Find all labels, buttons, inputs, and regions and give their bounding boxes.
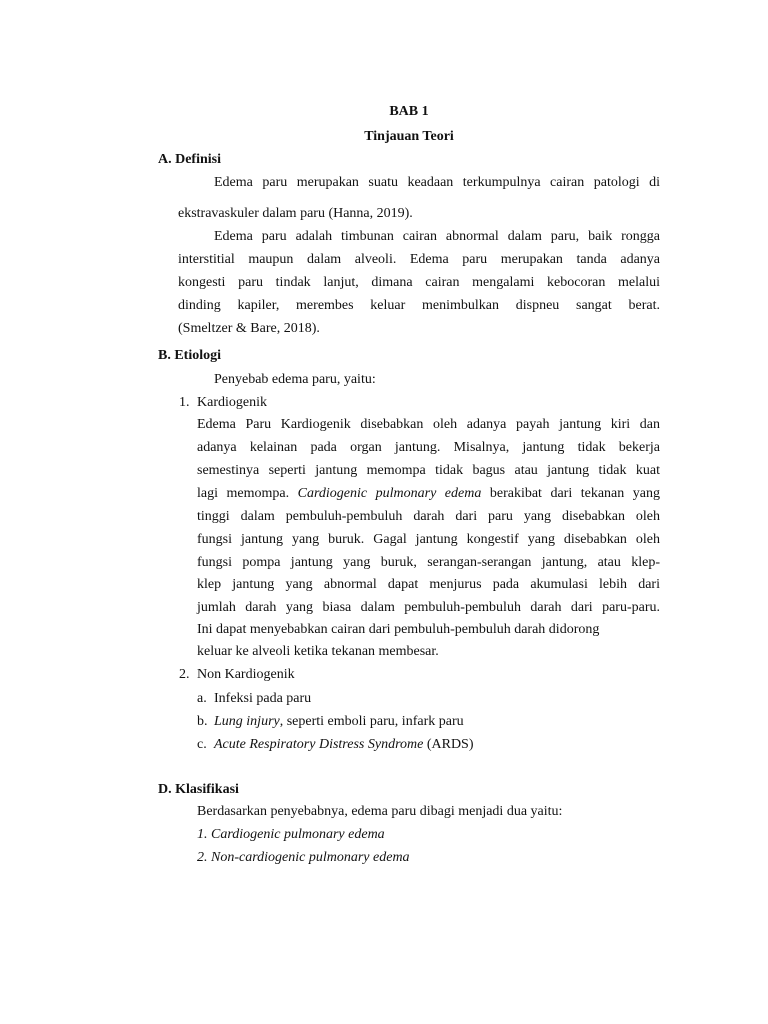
list-item-title: Non Kardiogenik — [197, 667, 295, 682]
cardiogenic-line: lagi memompa. Cardiogenic pulmonary edema berakibat dari tekanan yang — [197, 486, 660, 501]
sub-list-item: Infeksi pada paru — [214, 691, 312, 706]
cardiogenic-line: klep jantung yang abnormal dapat menjurus pada akumulasi lebih dari — [197, 577, 660, 592]
list-number: 2. — [179, 667, 190, 682]
cardiogenic-line: keluar ke alveoli ketika tekanan membesar. — [197, 644, 439, 659]
definition-p2-line: dinding kapiler, merembes keluar menimbulkan dispneu sangat berat. — [178, 298, 660, 313]
sub-list-letter: a. — [197, 691, 207, 706]
sub-list-letter: c. — [197, 737, 207, 752]
cardiogenic-line: tinggi dalam pembuluh-pembuluh darah dari paru yang disebabkan oleh — [197, 509, 660, 524]
classification-item: 1. Cardiogenic pulmonary edema — [197, 827, 385, 842]
list-item-title: Kardiogenik — [197, 395, 267, 410]
cardiogenic-line: Edema Paru Kardiogenik disebabkan oleh adanya payah jantung kiri dan — [197, 417, 660, 432]
cardiogenic-line: jumlah darah yang biasa dalam pembuluh-pembuluh darah dari paru-paru. — [197, 600, 660, 615]
cardiogenic-line: adanya kelainan pada organ jantung. Misalnya, jantung tidak bekerja — [197, 440, 660, 455]
definition-p2-line: Edema paru adalah timbunan cairan abnormal dalam paru, baik rongga — [214, 229, 660, 244]
cardiogenic-line: semestinya seperti jantung memompa tidak bagus atau jantung tidak kuat — [197, 463, 660, 478]
cardiogenic-line: fungsi jantung yang buruk. Gagal jantung kongestif yang disebabkan oleh — [197, 532, 660, 547]
chapter-subtitle: Tinjauan Teori — [364, 129, 454, 144]
sub-list-letter: b. — [197, 714, 208, 729]
classification-intro: Berdasarkan penyebabnya, edema paru dibagi menjadi dua yaitu: — [197, 804, 563, 819]
definition-p2-line: interstitial maupun dalam alveoli. Edema paru merupakan tanda adanya — [178, 252, 660, 267]
definition-p2-line: kongesti paru tindak lanjut, dimana cairan mengalami kebocoran melalui — [178, 275, 660, 290]
etiology-intro: Penyebab edema paru, yaitu: — [214, 372, 376, 387]
classification-item: 2. Non-cardiogenic pulmonary edema — [197, 850, 410, 865]
section-b-heading: B. Etiologi — [158, 348, 222, 363]
sub-list-item: Lung injury, seperti emboli paru, infark paru — [214, 714, 464, 729]
cardiogenic-line: Ini dapat menyebabkan cairan dari pembuluh-pembuluh darah didorong — [197, 622, 600, 637]
definition-p1-line: ekstravaskuler dalam paru (Hanna, 2019). — [178, 206, 413, 221]
definition-p1-line: Edema paru merupakan suatu keadaan terkumpulnya cairan patologi di — [214, 175, 660, 190]
chapter-heading: BAB 1 — [389, 104, 429, 119]
section-d-heading: D. Klasifikasi — [158, 782, 239, 797]
list-number: 1. — [179, 395, 190, 410]
section-a-heading: A. Definisi — [158, 152, 221, 167]
definition-p2-line: (Smeltzer & Bare, 2018). — [178, 321, 320, 336]
sub-list-item: Acute Respiratory Distress Syndrome (ARDS) — [214, 737, 474, 752]
cardiogenic-line: fungsi pompa jantung yang buruk, serangan-serangan jantung, atau klep- — [197, 555, 660, 570]
